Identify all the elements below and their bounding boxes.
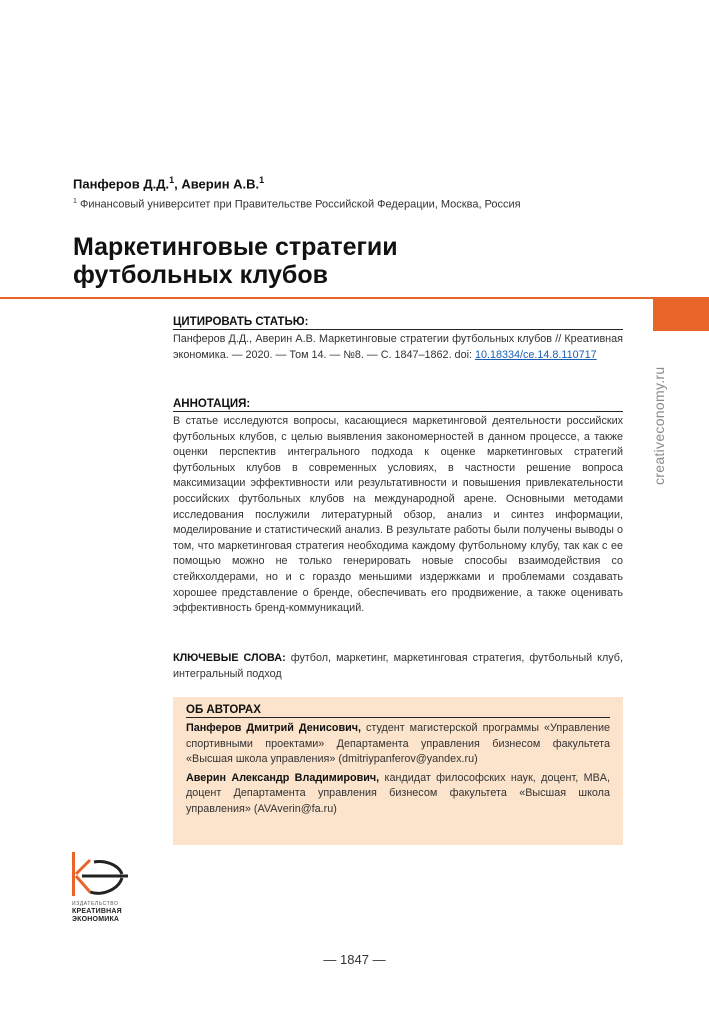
author-1: Панферов Д.Д. [73, 176, 170, 192]
cite-section [173, 316, 623, 363]
cite-body: Панферов Д.Д., Аверин А.В. Маркетинговые стратегии футбольных клубов // Креативная экономика. — 2020. — Том 14. — №8. — С. 1847–1862. doi: [173, 333, 623, 361]
abstract-section [173, 398, 623, 617]
about-heading: ОБ АВТОРАХ [186, 704, 610, 718]
doi-link[interactable]: 10.18334/ce.14.8.110717 [474, 348, 597, 361]
logo-line-2: КРЕАТИВНАЯ [72, 908, 122, 915]
cite-text [173, 332, 623, 363]
author-1-desc: студент магистерской программы «Управление спортивными проектами» Департамента управления бизнесом факультета «Высшая школа управления» (dmitriypanferov@yandex.ru) [186, 722, 610, 766]
author-2-bio [186, 771, 610, 818]
publisher-logo-icon [70, 850, 136, 900]
publisher-logo [70, 850, 140, 928]
affiliation-sup: 1 [73, 198, 77, 205]
orange-divider [0, 297, 653, 299]
author-1-bio [186, 721, 610, 768]
affiliation-text: Финансовый университет при Правительстве Российской Федерации, Москва, Россия [76, 198, 521, 211]
orange-tab [653, 297, 709, 331]
cite-heading: ЦИТИРОВАТЬ СТАТЬЮ: [173, 316, 623, 330]
keywords-section [173, 649, 623, 682]
authors-line [73, 175, 264, 191]
logo-line-1: ИЗДАТЕЛЬСТВО [72, 901, 119, 907]
sidebar-url-text[interactable]: creativeconomy.ru [651, 366, 667, 485]
abstract-text: В статье исследуются вопросы, касающиеся маркетинговой деятельности российских футбольных клубов, с целью выявления закономерностей в данном процессе, а также оценки перспектив интегрального подхода к оценке маркетинговых стратегий футбольных клубов в современных условиях, в частности решение вопроса максимизации эффективности или результативности и повышения привлекательности российских футбольных клубов на международной арене. Основными методами исследования послужили литературный обзор, анализ и синтез информации, моделирование и статистический анализ. В результате работы были получены выводы о том, что маркетинговая стратегия необходима каждому футбольному клубу, так как с ее помощью можно не только генерировать новые способы взаимодействия со стейкхолдерами, но и с гораздо меньшими издержками и проблемами создавать хорошее представление о бренде, обеспечивать его продвижение, а также оценивать эффективность бренд-коммуникаций. [173, 415, 623, 615]
sidebar-url[interactable] [651, 345, 671, 485]
logo-line-3: ЭКОНОМИКА [72, 916, 120, 923]
title-line-1: Маркетинговые стратегии [73, 233, 398, 261]
keywords-list: футбол, маркетинг, маркетинговая стратегия, футбольный клуб, интегральный подход [173, 652, 623, 680]
title-line-2: футбольных клубов [73, 261, 328, 289]
author-1-sup: 1 [169, 175, 175, 185]
author-2-sup: 1 [259, 175, 265, 185]
keywords-text [173, 651, 623, 682]
author-2: , Аверин А.В. [174, 176, 260, 192]
affiliation [73, 198, 521, 211]
page-number: — 1847 — [323, 952, 386, 967]
article-title [73, 233, 573, 289]
author-2-name: Аверин Александр Владимирович, [186, 771, 380, 784]
keywords-label: КЛЮЧЕВЫЕ СЛОВА: [173, 652, 286, 664]
logo-text [72, 900, 122, 924]
abstract-heading: АННОТАЦИЯ: [173, 398, 623, 412]
author-2-desc: кандидат философских наук, доцент, MBA, доцент Департамента управления бизнесом факультета «Высшая школа управления» (AVAverin@fa.ru) [186, 771, 610, 815]
about-authors-box [173, 697, 623, 845]
author-1-name: Панферов Дмитрий Денисович, [186, 722, 361, 734]
